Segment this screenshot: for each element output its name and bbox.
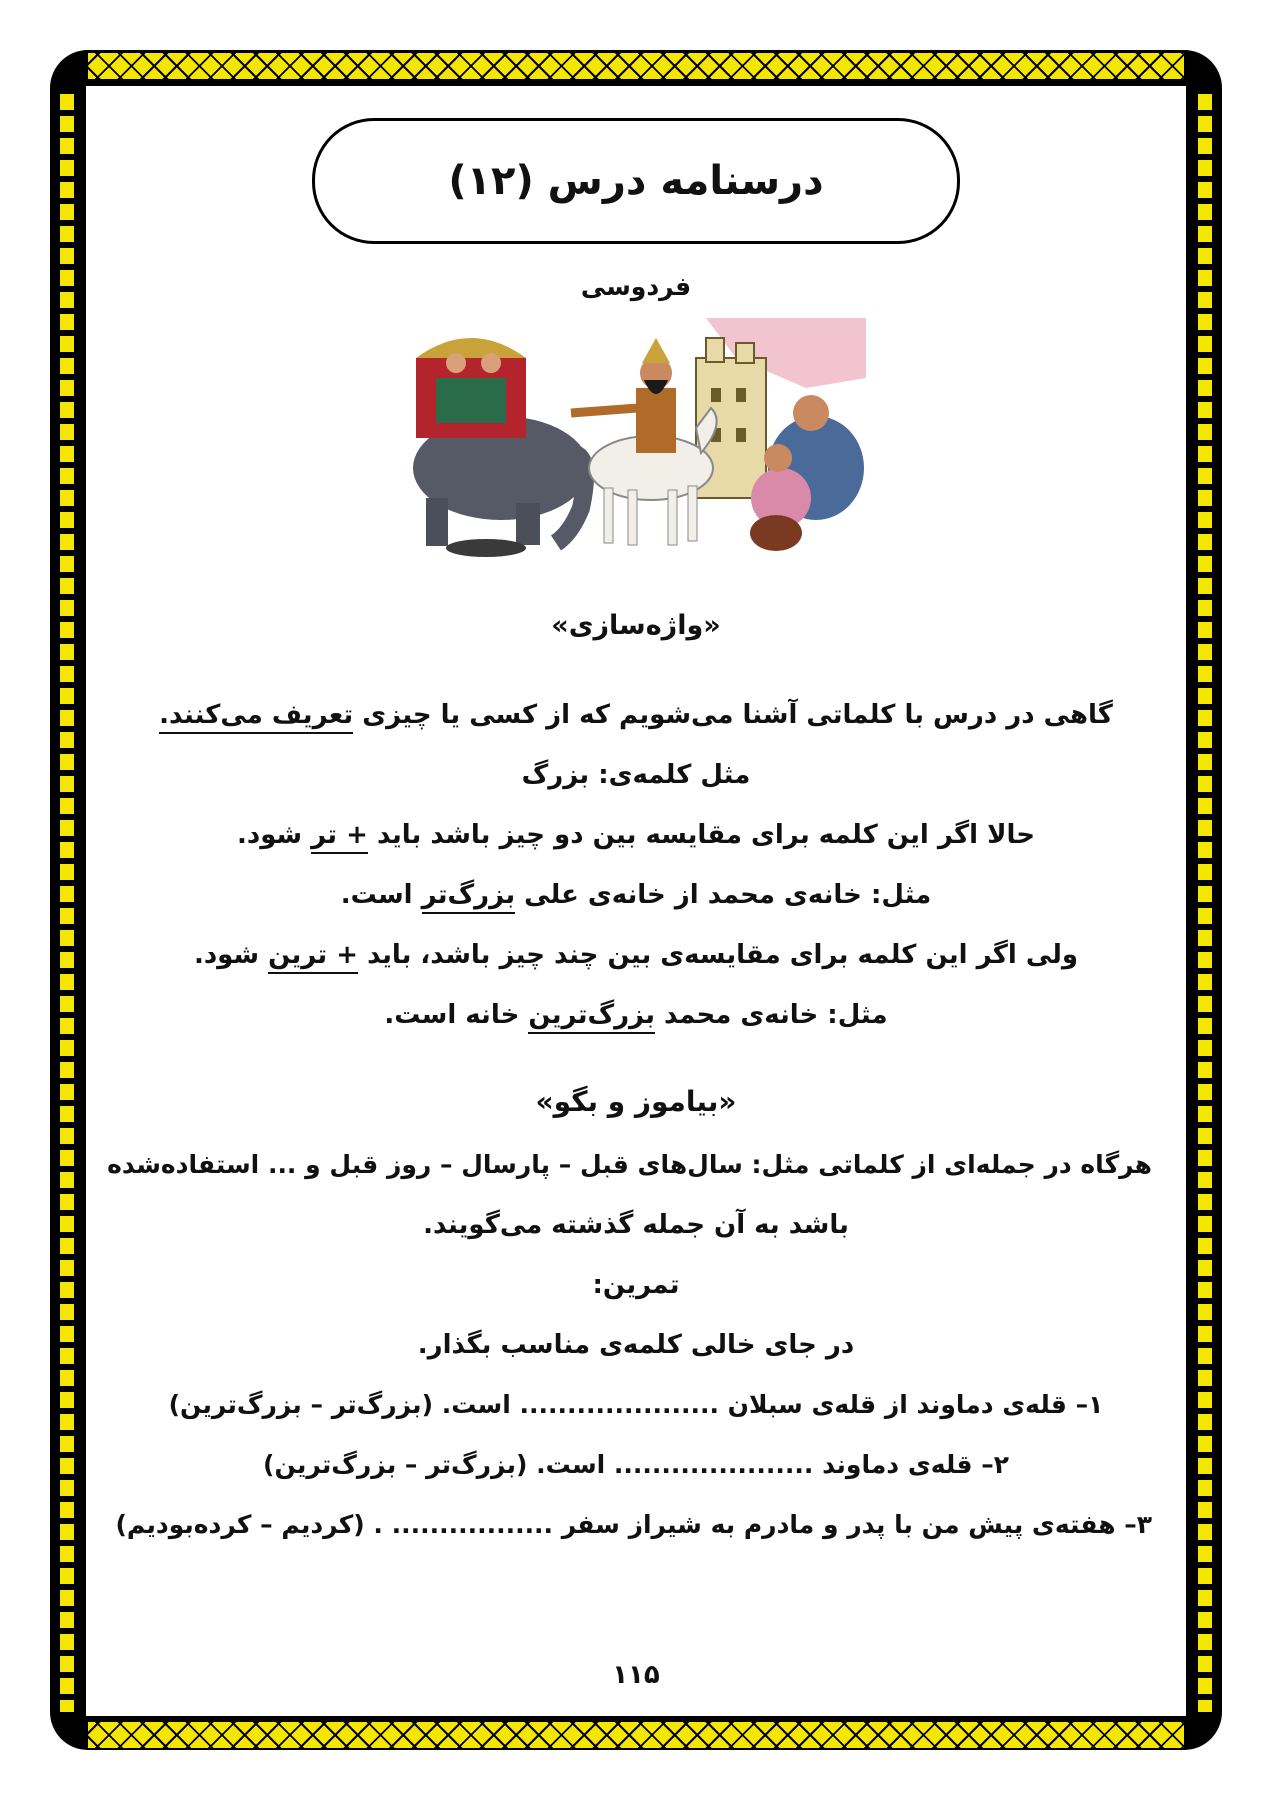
section-heading-vazhe-sazi: «واژه‌سازی» xyxy=(551,610,721,641)
paragraph-biamooz-2: باشد به آن جمله گذشته می‌گویند. xyxy=(423,1210,849,1240)
text: گاهی در درس با کلماتی آشنا می‌شویم که از کسی یا چیزی xyxy=(353,700,1113,730)
underlined-text: تعریف می‌کنند. xyxy=(159,700,353,734)
exercise-item: ۱– قله‌ی دماوند از قله‌ی سبلان ..................... است. (بزرگ‌تر – بزرگ‌ترین) xyxy=(168,1390,1104,1419)
underlined-text: بزرگ‌تر xyxy=(422,880,515,914)
page-number: ۱۱۵ xyxy=(612,1660,660,1690)
lesson-title: درسنامه درس (۱۲) xyxy=(448,158,824,204)
text: مثل: خانه‌ی محمد از خانه‌ی علی xyxy=(515,880,932,910)
underlined-text: + ترین xyxy=(268,940,358,974)
paragraph-vazhe-1 xyxy=(120,700,1152,730)
border-pattern-top xyxy=(88,53,1184,79)
text: خانه است. xyxy=(384,1000,529,1030)
underlined-text: بزرگ‌ترین xyxy=(528,1000,655,1034)
text: شود. xyxy=(236,820,312,850)
battle-illustration xyxy=(406,318,866,563)
exercise-item: ۳– هفته‌ی پیش من با پدر و مادرم به شیراز سفر ................. . (کردیم – کرده‌بودیم) xyxy=(115,1510,1152,1539)
border-pattern-bottom xyxy=(88,1722,1184,1748)
border-pattern-left xyxy=(56,88,78,1712)
lesson-title-box xyxy=(312,118,960,244)
text: ولی اگر این کلمه برای مقایسه‌ی بین چند چیز باشد، باید xyxy=(358,940,1079,970)
exercise-instruction: در جای خالی کلمه‌ی مناسب بگذار. xyxy=(417,1330,855,1360)
paragraph-vazhe-5 xyxy=(120,940,1152,970)
text: است. xyxy=(340,880,422,910)
exercise-item: ۲– قله‌ی دماوند ..................... است. (بزرگ‌تر – بزرگ‌ترین) xyxy=(263,1450,1009,1479)
lesson-subtitle: فردوسی xyxy=(580,272,692,301)
text: شود. xyxy=(193,940,269,970)
exercise-label: تمرین: xyxy=(592,1270,680,1300)
underlined-text: + تر xyxy=(311,820,368,854)
border-pattern-right xyxy=(1194,88,1216,1712)
text: حالا اگر این کلمه برای مقایسه بین دو چیز باشد باید xyxy=(367,820,1036,850)
text: مثل: خانه‌ی محمد xyxy=(655,1000,888,1030)
paragraph-vazhe-4 xyxy=(120,880,1152,910)
section-heading-biamooz: «بیاموز و بگو» xyxy=(535,1085,737,1118)
paragraph-biamooz-1: هرگاه در جمله‌ای از کلماتی مثل: سال‌های قبل – پارسال – روز قبل و ... استفاده‌شده xyxy=(107,1150,1152,1179)
paragraph-vazhe-3 xyxy=(120,820,1152,850)
paragraph-vazhe-6 xyxy=(120,1000,1152,1030)
paragraph-vazhe-2: مثل کلمه‌ی: بزرگ xyxy=(521,760,751,790)
